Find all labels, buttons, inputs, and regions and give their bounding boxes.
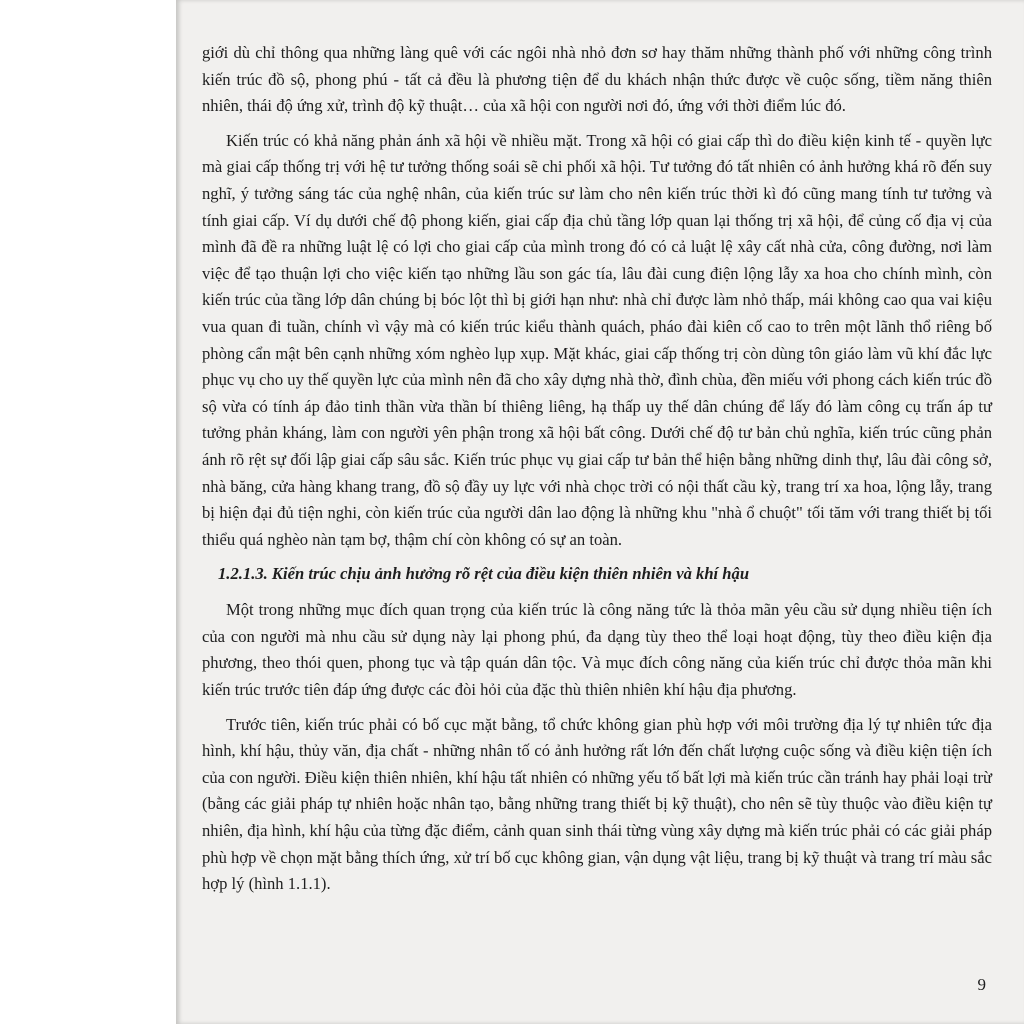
page-content: [202, 40, 992, 906]
paragraph-continued: giới dù chỉ thông qua những làng quê với các ngôi nhà nhỏ đơn sơ hay thăm những thành phố với những công trình kiến trúc đồ sộ, phong phú - tất cả đều là phương tiện để du khách nhận thức được về cuộc sống, tiềm năng thiên nhiên, thái độ ứng xử, trình độ kỹ thuật… của xã hội con người nơi đó, ứng với thời điểm lúc đó.: [202, 43, 992, 116]
paragraph-function: Một trong những mục đích quan trọng của kiến trúc là công năng tức là thỏa mãn yêu cầu sử dụng nhiều tiện ích của con người mà nhu cầu sử dụng này lại phong phú, đa dạng tùy theo thể loại hoạt động, tùy theo điều kiện địa phương, theo thói quen, phong tục và tập quán dân tộc. Và mục đích công năng của kiến trúc chỉ được thỏa mãn khi kiến trúc trước tiên đáp ứng được các đòi hỏi của đặc thù thiên nhiên khí hậu địa phương.: [202, 600, 992, 700]
paragraph-layout-nature: Trước tiên, kiến trúc phải có bố cục mặt bằng, tổ chức không gian phù hợp với môi trường địa lý tự nhiên tức địa hình, khí hậu, thủy văn, địa chất - những nhân tố có ảnh hưởng rất lớn đến chất lượng cuộc sống và điều kiện tiện ích của con người. Điều kiện thiên nhiên, khí hậu tất nhiên có những yếu tố bất lợi mà kiến trúc cần tránh hay phải loại trừ (bằng các giải pháp tự nhiên hoặc nhân tạo, bằng những trang thiết bị kỹ thuật), cho nên sẽ tùy thuộc vào điều kiện tự nhiên, địa hình, khí hậu của từng đặc điểm, cảnh quan sinh thái từng vùng xây dựng mà kiến trúc phải có các giải pháp phù hợp về chọn mặt bằng thích ứng, xử trí bố cục không gian, vận dụng vật liệu, trang bị kỹ thuật và trang trí màu sắc hợp lý (hình 1.1.1).: [202, 714, 992, 894]
paragraph-architecture-society: Kiến trúc có khả năng phản ánh xã hội về nhiều mặt. Trong xã hội có giai cấp thì do điều kiện kinh tế - quyền lực mà giai cấp thống trị với hệ tư tưởng thống soái sẽ chi phối xã hội. Tư tưởng đó tất nhiên có ảnh hưởng khá rõ đến suy nghĩ, ý tưởng sáng tác của nghệ nhân, của kiến trúc sư làm cho nên kiến trúc thời kì đó cũng mang tính tư tưởng và tính giai cấp. Ví dụ dưới chế độ phong kiến, giai cấp địa chủ tầng lớp quan lại thống trị xã hội, để củng cố địa vị của mình đã đề ra những luật lệ có lợi cho giai cấp của mình trong đó có cả luật lệ xây cất nhà cửa, công đường, nơi làm việc để tạo thuận lợi cho việc kiến tạo những lầu son gác tía, lâu đài cung điện lộng lẫy xa hoa cho chính mình, còn kiến trúc của tầng lớp dân chúng bị bóc lột thì bị giới hạn như: nhà chỉ được làm nhỏ thấp, mái không cao qua vai kiệu vua quan đi tuần, chính vì vậy mà có kiến trúc kiểu thành quách, pháo đài kiên cố cao to trên một lãnh thổ riêng bố phòng cẩn mật bên cạnh những xóm nghèo lụp xụp. Mặt khác, giai cấp thống trị còn dùng tôn giáo làm vũ khí đắc lực phục vụ cho uy thế quyền lực của mình nên đã cho xây dựng nhà thờ, đình chùa, đền miếu với phong cách kiến trúc đồ sộ vừa có tính áp đảo tinh thần vừa thần bí thiêng liêng, hạ thấp uy thế dân chúng để lấy đó làm công cụ trấn áp tư tưởng phản kháng, làm con người yên phận trong xã hội bất công. Dưới chế độ tư bản chủ nghĩa, kiến trúc cũng phản ánh rõ rệt sự đối lập giai cấp sâu sắc. Kiến trúc phục vụ giai cấp tư bản thể hiện bằng những dinh thự, lâu đài công sở, nhà băng, cửa hàng khang trang, đồ sộ đầy uy lực với nhà chọc trời có nội thất cầu kỳ, trang trí xa hoa, lộng lẫy, trang bị hiện đại đủ tiện nghi, còn kiến trúc của người dân lao động là những khu "nhà ổ chuột" tối tăm với trang thiết bị tối thiểu quá nghèo nàn tạm bợ, thậm chí còn không có sự an toàn.: [202, 130, 992, 549]
section-heading: 1.2.1.3. Kiến trúc chịu ảnh hưởng rõ rệt của điều kiện thiên nhiên và khí hậu: [218, 564, 750, 584]
page-number: 9: [977, 975, 986, 994]
left-margin: [0, 0, 176, 1024]
book-page: [176, 0, 1024, 1024]
